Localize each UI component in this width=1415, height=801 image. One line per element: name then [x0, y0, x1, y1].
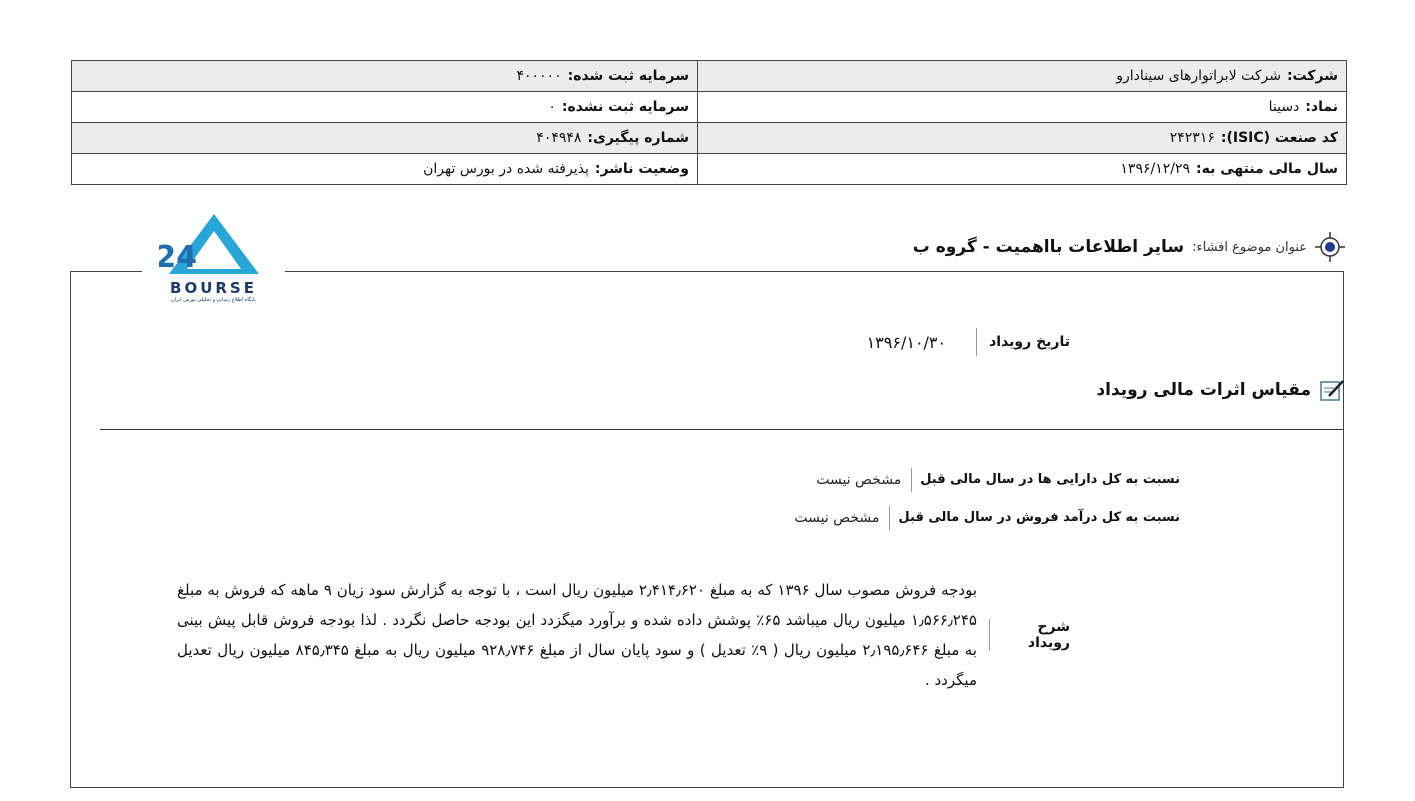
- isic-cell: [698, 123, 1347, 154]
- publisher-status-value: پذیرفته شده در بورس تهران: [423, 161, 589, 177]
- fiscal-year-cell: [698, 154, 1347, 185]
- company-info-table: [71, 60, 1347, 185]
- company-cell: [698, 61, 1347, 92]
- symbol-cell: [698, 92, 1347, 123]
- disclosure-topic: [913, 232, 1345, 262]
- ratio-sales-label: نسبت به کل درآمد فروش در سال مالی قبل: [889, 506, 1180, 530]
- tracking-number-label: شماره پیگیری:: [587, 130, 689, 146]
- topic-label: عنوان موضوع افشاء:: [1192, 239, 1307, 255]
- target-icon: [1315, 232, 1345, 262]
- ratio-assets-row: [816, 468, 1180, 492]
- event-description-row: [177, 575, 1070, 695]
- logo-brand-text: BOURSE: [170, 279, 257, 297]
- isic-label: کد صنعت (ISIC):: [1220, 130, 1338, 146]
- company-label: شرکت:: [1286, 68, 1338, 84]
- event-date-label: تاریخ رویداد: [976, 328, 1070, 356]
- capital-unregistered-label: سرمایه ثبت نشده:: [561, 99, 689, 115]
- event-description-text: بودجه فروش مصوب سال ۱۳۹۶ که به مبلغ ۲٫۴۱۴٫۶۲۰ میلیون ریال است ، با توجه به گزارش سود زیان ۹ ماهه که فروش به مبلغ ۱٫۵۶۶٫۲۴۵ میلیون ریال میباشد ۶۵٪ پوشش داده شده و برآورد میگزدد این بودجه حاصل نگردد . لذا بودجه فروش قابل پیش بینی به مبلغ ۲٫۱۹۵٫۶۴۶ میلیون ریال ( ۹٪ تعدیل ) و سود پایان سال از مبلغ ۹۲۸٫۷۴۶ میلیون ریال به مبلغ ۸۴۵٫۳۴۵ میلیون ریال تعدیل میگردد .: [177, 581, 977, 689]
- ratio-sales-value: مشخص نیست: [794, 510, 880, 526]
- tracking-number-value: ۴۰۴۹۴۸: [536, 130, 582, 146]
- bourse-logo: [142, 209, 285, 313]
- event-date-row: [827, 328, 1070, 356]
- svg-text:24: 24: [158, 240, 197, 275]
- logo-tagline: پایگاه اطلاع رسانی و تحلیلی بورس ایران: [171, 297, 256, 303]
- section-divider: [100, 429, 1344, 430]
- ratio-assets-label: نسبت به کل دارایی ها در سال مالی قبل: [911, 468, 1180, 492]
- logo-mark-icon: [159, 209, 269, 279]
- topic-value: سایر اطلاعات بااهمیت - گروه ب: [912, 237, 1185, 257]
- event-description-label: شرح رویداد: [989, 619, 1070, 651]
- event-date-value: ۱۳۹۶/۱۰/۳۰: [866, 332, 947, 352]
- ratio-assets-value: مشخص نیست: [816, 472, 902, 488]
- capital-registered-value: ۴۰۰۰۰۰: [516, 68, 562, 84]
- capital-unregistered-value: ۰: [548, 99, 556, 115]
- isic-value: ۲۴۲۳۱۶: [1169, 130, 1215, 146]
- capital-unregistered-cell: [72, 92, 698, 123]
- financial-effects-heading: [1096, 378, 1345, 402]
- fiscal-year-label: سال مالی منتهی به:: [1196, 161, 1338, 177]
- publisher-status-label: وضعیت ناشر:: [594, 161, 689, 177]
- symbol-label: نماد:: [1305, 99, 1338, 115]
- edit-note-icon: [1319, 378, 1345, 402]
- publisher-status-cell: [72, 154, 698, 185]
- fiscal-year-value: ۱۳۹۶/۱۲/۲۹: [1120, 161, 1190, 177]
- ratio-sales-row: [794, 506, 1180, 530]
- capital-registered-cell: [72, 61, 698, 92]
- company-value: شرکت لابراتوارهای سینادارو: [1116, 68, 1281, 84]
- tracking-number-cell: [72, 123, 698, 154]
- financial-effects-title: مقیاس اثرات مالی رویداد: [1096, 380, 1311, 400]
- symbol-value: دسینا: [1268, 99, 1300, 115]
- capital-registered-label: سرمایه ثبت شده:: [567, 68, 689, 84]
